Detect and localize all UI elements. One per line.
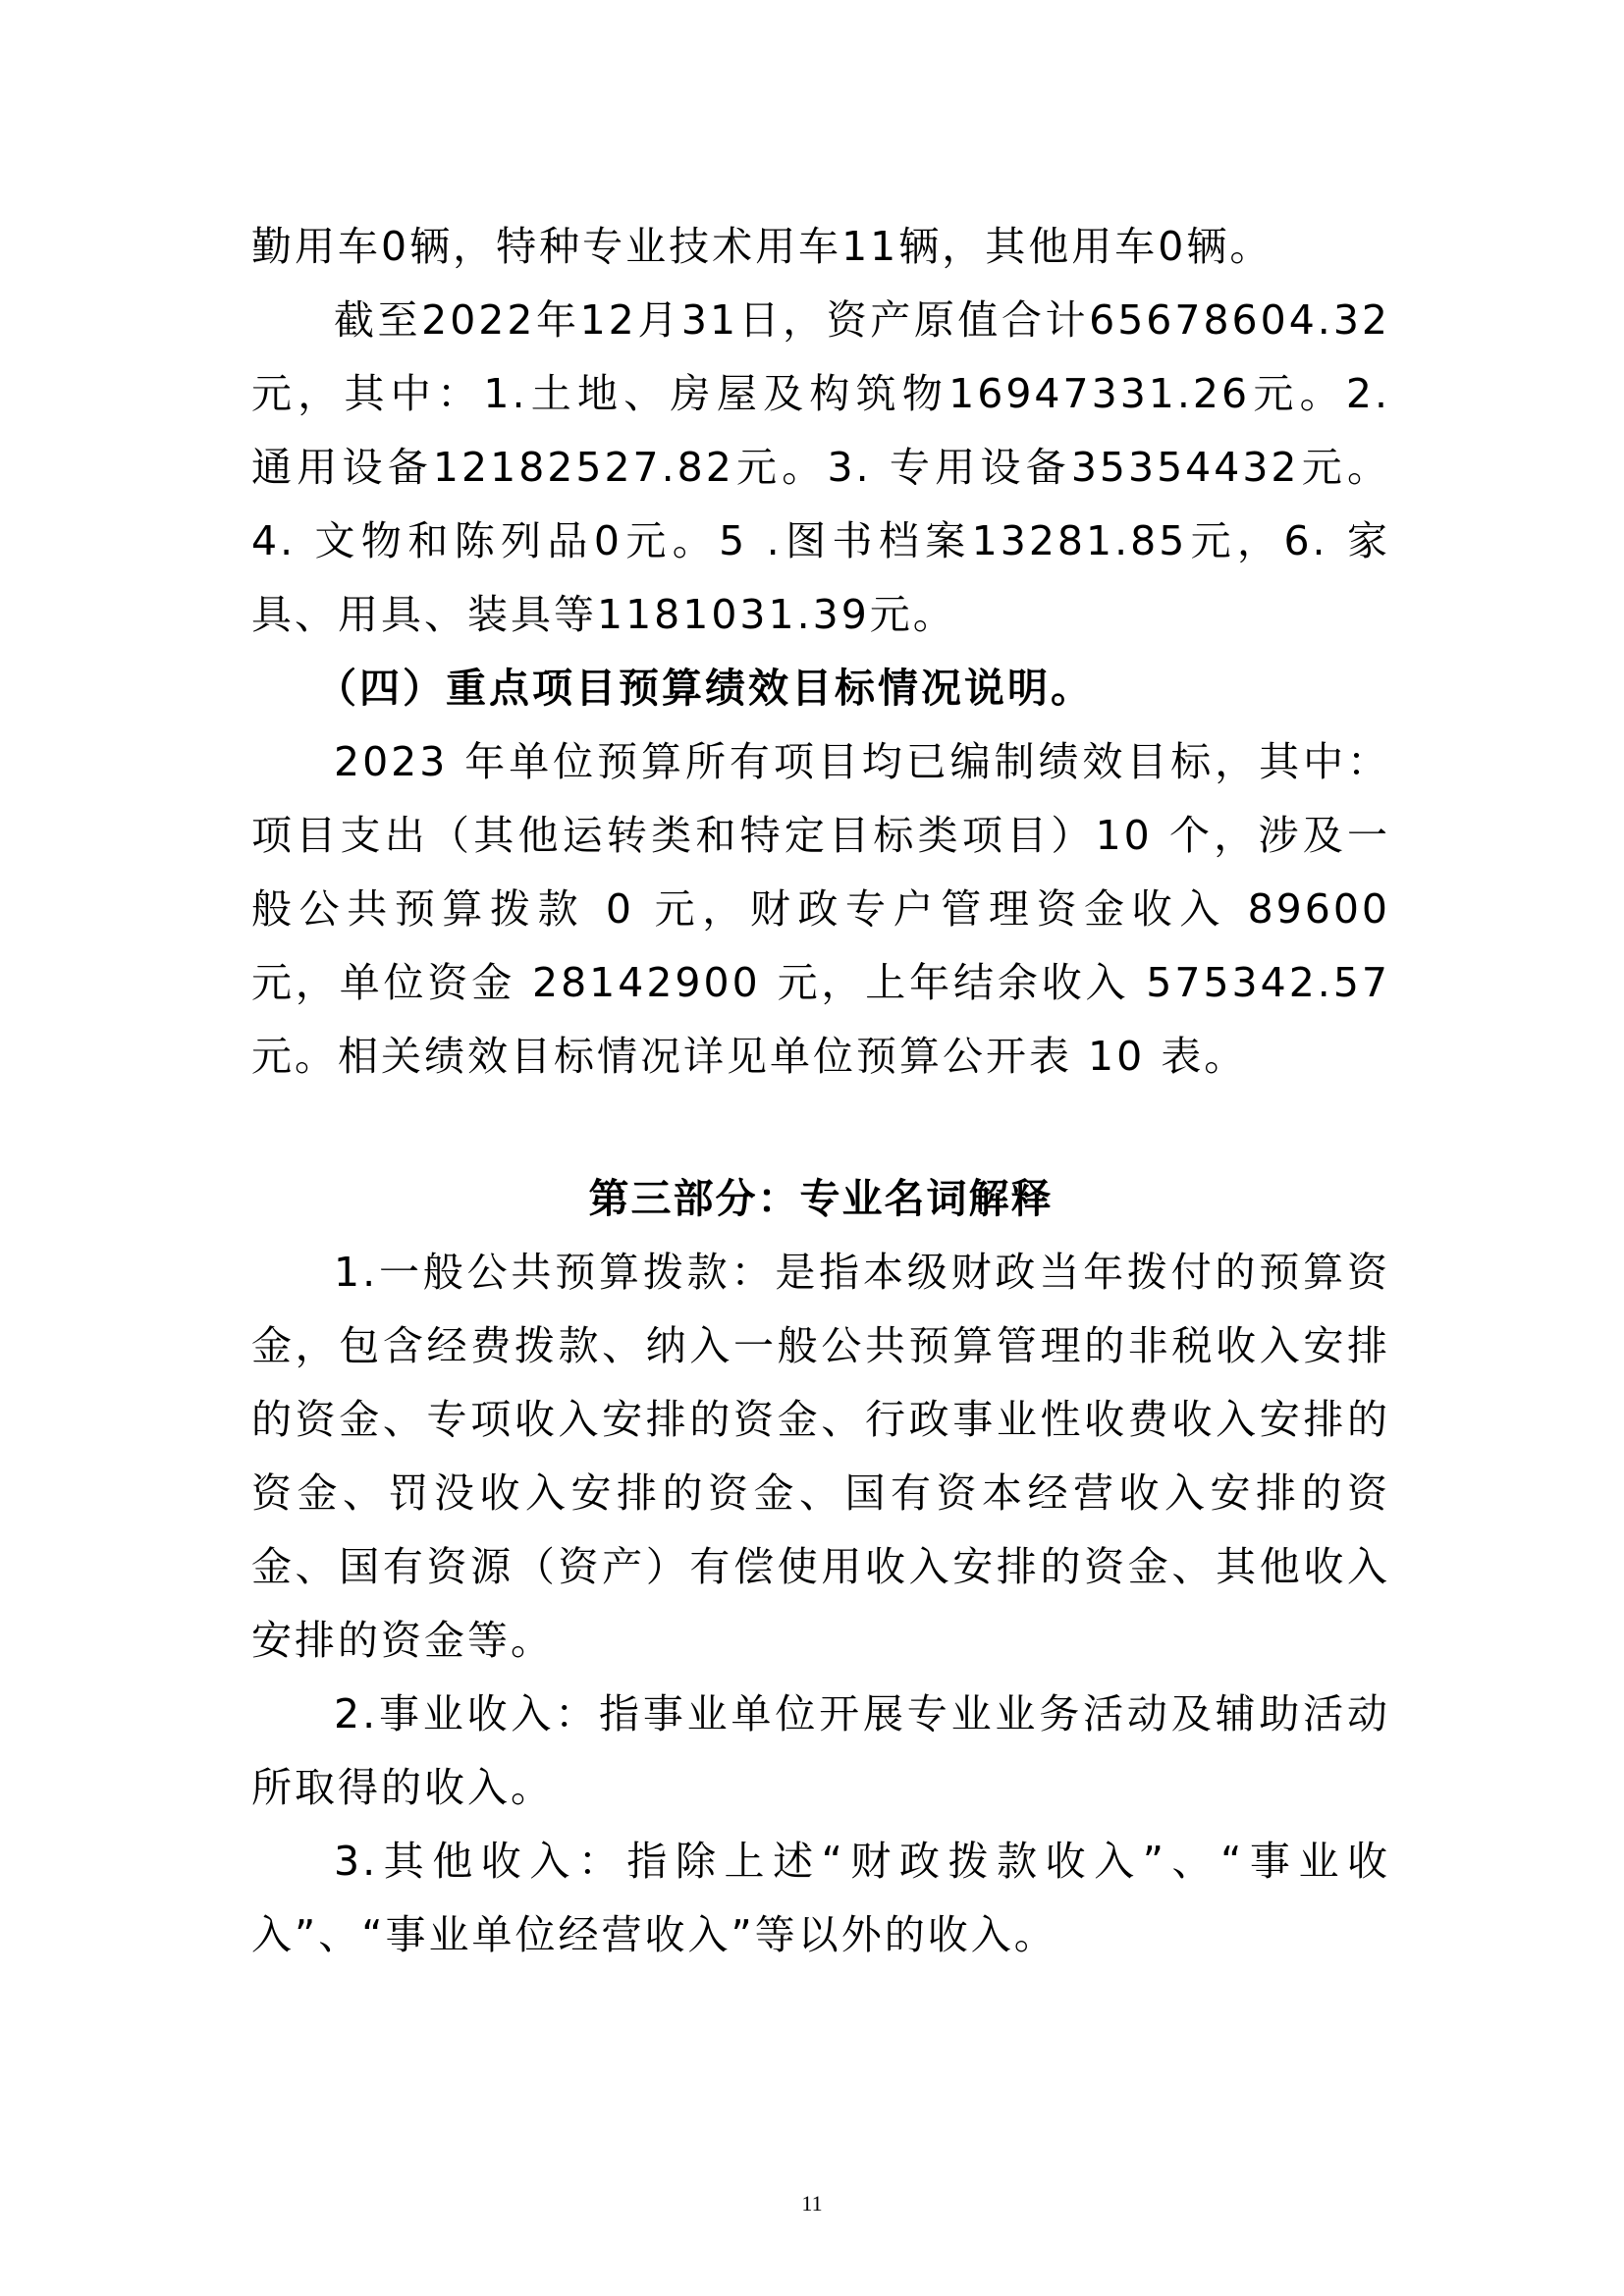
paragraph-vehicles-continued: 勤用车0辆，特种专业技术用车11辆，其他用车0辆。 <box>251 223 1273 270</box>
page-body <box>251 210 1390 1972</box>
subheading-performance-goals: （四）重点项目预算绩效目标情况说明。 <box>316 665 1094 712</box>
paragraph-assets: 截至2022年12月31日，资产原值合计65678604.32元，其中：1.土地、房屋及构筑物16947331.26元。2. 通用设备12182527.82元。3. 专用设备35354432元。4. 文物和陈列品0元。5 .图书档案13281.85元，6. 家具、用具、装具等1181031.39元。 <box>251 296 1390 638</box>
definition-general-budget: 1.一般公共预算拨款：是指本级财政当年拨付的预算资金，包含经费拨款、纳入一般公共预算管理的非税收入安排的资金、专项收入安排的资金、行政事业性收费收入安排的资金、罚没收入安排的资金、国有资本经营收入安排的资金、国有资源（资产）有偿使用收入安排的资金、其他收入安排的资金等。 <box>251 1249 1390 1664</box>
section-title-terms: 第三部分：专业名词解释 <box>588 1175 1054 1222</box>
page-number: 11 <box>801 2191 823 2216</box>
definition-other-income: 3.其他收入：指除上述“财政拨款收入”、“事业收入”、“事业单位经营收入”等以外的收入。 <box>251 1838 1390 1958</box>
paragraph-performance-goals: 2023 年单位预算所有项目均已编制绩效目标，其中：项目支出（其他运转类和特定目标类项目）10 个，涉及一般公共预算拨款 0 元，财政专户管理资金收入 89600 元，单位资金 28142900 元，上年结余收入 575342.57 元。相关绩效目标情况详见单位预算公开表 10 表。 <box>251 738 1390 1080</box>
definition-business-income: 2.事业收入：指事业单位开展专业业务活动及辅助活动所取得的收入。 <box>251 1690 1390 1811</box>
